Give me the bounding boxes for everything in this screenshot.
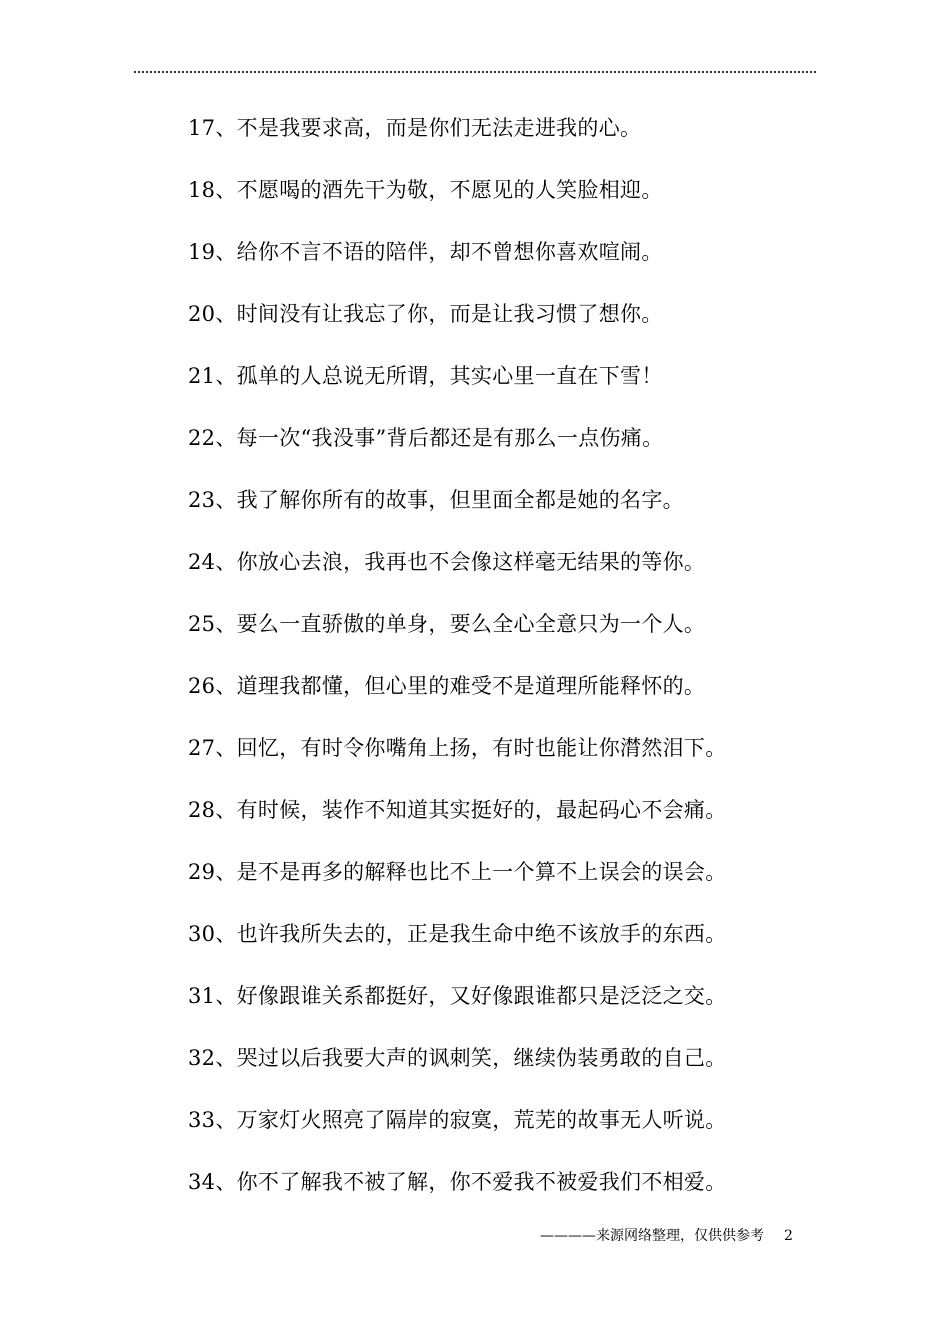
header-rule bbox=[134, 71, 816, 73]
quote-line: 31、好像跟谁关系都挺好，又好像跟谁都只是泛泛之交。 bbox=[188, 984, 727, 1008]
quote-line: 22、每一次“我没事”背后都还是有那么一点伤痛。 bbox=[188, 426, 664, 450]
quote-line: 33、万家灯火照亮了隔岸的寂寞，荒芜的故事无人听说。 bbox=[188, 1108, 727, 1132]
quote-line: 27、回忆，有时令你嘴角上扬，有时也能让你潸然泪下。 bbox=[188, 736, 727, 760]
quote-line: 34、你不了解我不被了解，你不爱我不被爱我们不相爱。 bbox=[188, 1170, 727, 1194]
quote-line: 20、时间没有让我忘了你，而是让我习惯了想你。 bbox=[188, 302, 663, 326]
quote-line: 17、不是我要求高，而是你们无法走进我的心。 bbox=[188, 116, 642, 140]
quote-line: 24、你放心去浪，我再也不会像这样毫无结果的等你。 bbox=[188, 550, 706, 574]
footer-source: ————来源网络整理，仅供供参考 bbox=[540, 1228, 764, 1244]
quote-line: 29、是不是再多的解释也比不上一个算不上误会的误会。 bbox=[188, 860, 727, 884]
page-number: 2 bbox=[784, 1228, 793, 1244]
quote-line: 28、有时候，装作不知道其实挺好的，最起码心不会痛。 bbox=[188, 798, 727, 822]
quote-line: 32、哭过以后我要大声的讽刺笑，继续伪装勇敢的自己。 bbox=[188, 1046, 727, 1070]
page-footer bbox=[540, 1224, 820, 1248]
quote-list bbox=[188, 106, 808, 1222]
quote-line: 18、不愿喝的酒先干为敬，不愿见的人笑脸相迎。 bbox=[188, 178, 663, 202]
quote-line: 19、给你不言不语的陪伴，却不曾想你喜欢喧闹。 bbox=[188, 240, 663, 264]
quote-line: 23、我了解你所有的故事，但里面全都是她的名字。 bbox=[188, 488, 684, 512]
quote-line: 21、孤单的人总说无所谓，其实心里一直在下雪！ bbox=[188, 364, 663, 388]
quote-line: 26、道理我都懂，但心里的难受不是道理所能释怀的。 bbox=[188, 674, 706, 698]
quote-line: 30、也许我所失去的，正是我生命中绝不该放手的东西。 bbox=[188, 922, 727, 946]
quote-line: 25、要么一直骄傲的单身，要么全心全意只为一个人。 bbox=[188, 612, 706, 636]
